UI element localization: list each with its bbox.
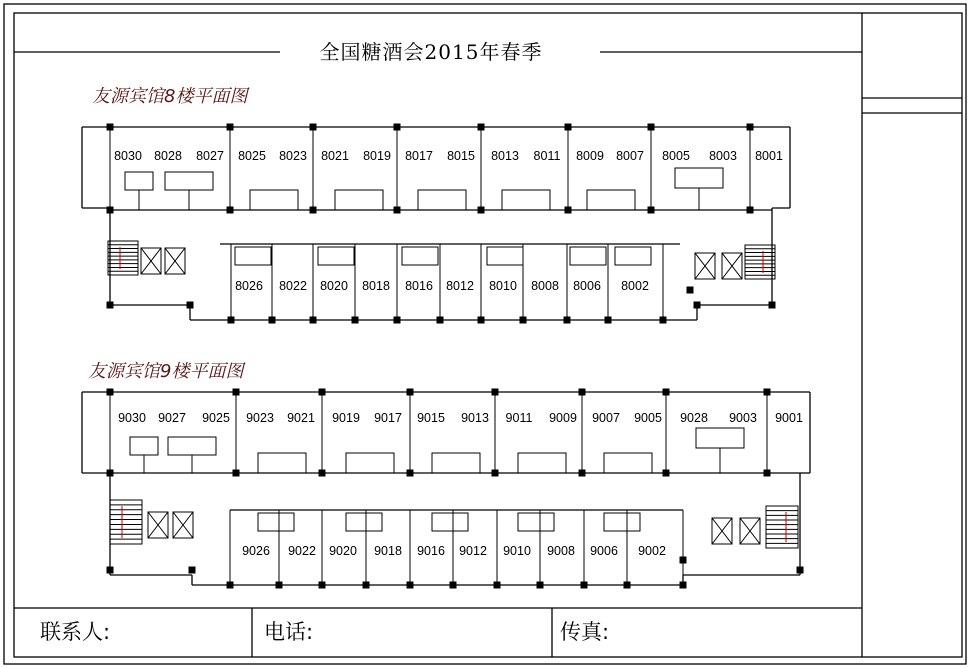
bathroom <box>518 453 566 473</box>
structural-column <box>352 317 359 324</box>
room-label-9016: 9016 <box>417 544 445 558</box>
room-label-8011: 8011 <box>533 149 561 163</box>
structural-column <box>579 389 586 396</box>
bathroom <box>418 190 466 210</box>
structural-column <box>492 470 499 477</box>
room-label-9019: 9019 <box>332 411 360 425</box>
room-label-8028: 8028 <box>154 149 182 163</box>
structural-column <box>565 207 572 214</box>
structural-column <box>694 302 701 309</box>
floor-9-title: 友源宾馆9楼平面图 <box>88 361 244 382</box>
room-label-8009: 8009 <box>576 149 604 163</box>
bathroom <box>258 453 306 473</box>
inner-border <box>14 13 962 657</box>
structural-column <box>407 389 414 396</box>
bathroom <box>168 437 216 455</box>
room-label-8020: 8020 <box>320 279 348 293</box>
bathroom <box>235 247 271 265</box>
room-label-8007: 8007 <box>616 149 644 163</box>
room-label-8006: 8006 <box>573 279 601 293</box>
bathroom <box>432 453 480 473</box>
bathroom <box>258 513 294 531</box>
bathroom <box>675 168 723 188</box>
floor-8-plan <box>82 124 790 324</box>
bathroom <box>165 172 213 190</box>
structural-column <box>407 470 414 477</box>
structural-column <box>564 317 571 324</box>
room-label-8016: 8016 <box>405 279 433 293</box>
room-label-8025: 8025 <box>238 149 266 163</box>
structural-column <box>276 582 283 589</box>
structural-column <box>233 389 240 396</box>
room-label-8015: 8015 <box>447 149 475 163</box>
bathroom <box>570 247 606 265</box>
bathroom <box>604 513 640 531</box>
room-label-9006: 9006 <box>590 544 618 558</box>
bathroom <box>335 190 383 210</box>
structural-column <box>319 582 326 589</box>
structural-column <box>581 582 588 589</box>
structural-column <box>478 124 485 131</box>
structural-column <box>407 582 414 589</box>
structural-column <box>478 207 485 214</box>
structural-column <box>189 567 196 574</box>
structural-column <box>687 287 694 294</box>
room-label-9015: 9015 <box>417 411 445 425</box>
structural-column <box>319 470 326 477</box>
floor-8-title: 友源宾馆8楼平面图 <box>92 86 248 107</box>
structural-column <box>363 582 370 589</box>
bathroom <box>604 453 652 473</box>
structural-column <box>228 317 235 324</box>
bathroom <box>518 513 554 531</box>
structural-column <box>494 582 501 589</box>
room-label-9021: 9021 <box>287 411 315 425</box>
page-title <box>0 36 862 65</box>
structural-column <box>648 207 655 214</box>
structural-column <box>624 582 631 589</box>
structural-column <box>663 470 670 477</box>
room-label-8023: 8023 <box>279 149 307 163</box>
room-label-9027: 9027 <box>158 411 186 425</box>
room-label-8030: 8030 <box>114 149 142 163</box>
room-label-8001: 8001 <box>755 149 783 163</box>
bathroom <box>432 513 468 531</box>
structural-column <box>663 389 670 396</box>
structural-column <box>680 582 687 589</box>
room-label-8005: 8005 <box>662 149 690 163</box>
structural-column <box>227 124 234 131</box>
stairwell <box>108 241 138 275</box>
structural-column <box>107 470 114 477</box>
structural-column <box>187 302 194 309</box>
room-label-9008: 9008 <box>547 544 575 558</box>
structural-column <box>680 557 687 564</box>
structural-column <box>107 389 114 396</box>
room-label-9013: 9013 <box>461 411 489 425</box>
room-label-8002: 8002 <box>621 279 649 293</box>
bathroom <box>130 437 158 455</box>
room-label-8019: 8019 <box>363 149 391 163</box>
room-label-9030: 9030 <box>118 411 146 425</box>
room-label-8017: 8017 <box>405 149 433 163</box>
page-title-text: 全国糖酒会2015年春季 <box>312 40 551 64</box>
room-label-9018: 9018 <box>374 544 402 558</box>
structural-column <box>764 470 771 477</box>
structural-column <box>764 389 771 396</box>
bathroom <box>250 190 298 210</box>
structural-column <box>394 207 401 214</box>
structural-column <box>227 207 234 214</box>
stairwell <box>745 245 775 279</box>
structural-column <box>747 124 754 131</box>
structural-column <box>797 567 804 574</box>
room-label-9010: 9010 <box>503 544 531 558</box>
structural-column <box>269 317 276 324</box>
room-label-8026: 8026 <box>235 279 263 293</box>
bathroom <box>346 453 394 473</box>
room-label-9025: 9025 <box>202 411 230 425</box>
room-label-9017: 9017 <box>374 411 402 425</box>
room-label-9020: 9020 <box>329 544 357 558</box>
bathroom <box>402 247 438 265</box>
room-label-8027: 8027 <box>196 149 224 163</box>
room-label-9007: 9007 <box>592 411 620 425</box>
structural-column <box>233 470 240 477</box>
structural-column <box>520 317 527 324</box>
structural-column <box>769 302 776 309</box>
structural-column <box>310 317 317 324</box>
structural-column <box>107 302 114 309</box>
contact-label: 联系人: <box>40 620 111 644</box>
structural-column <box>394 317 401 324</box>
bathroom <box>502 190 550 210</box>
room-label-8003: 8003 <box>709 149 737 163</box>
room-label-8012: 8012 <box>446 279 474 293</box>
room-label-9003: 9003 <box>729 411 757 425</box>
bathroom <box>487 247 523 265</box>
bathroom <box>318 247 354 265</box>
structural-column <box>310 124 317 131</box>
bathroom <box>615 247 651 265</box>
structural-column <box>107 207 114 214</box>
bathroom <box>346 513 382 531</box>
structural-column <box>394 124 401 131</box>
structural-column <box>107 124 114 131</box>
room-label-9001: 9001 <box>775 411 803 425</box>
structural-column <box>310 207 317 214</box>
structural-column <box>450 582 457 589</box>
room-label-8021: 8021 <box>321 149 349 163</box>
room-label-9009: 9009 <box>549 411 577 425</box>
room-label-8010: 8010 <box>489 279 517 293</box>
bathroom <box>696 428 744 448</box>
room-label-9023: 9023 <box>246 411 274 425</box>
structural-column <box>437 317 444 324</box>
room-label-8013: 8013 <box>491 149 519 163</box>
structural-column <box>107 567 114 574</box>
structural-column <box>319 389 326 396</box>
room-label-9022: 9022 <box>288 544 316 558</box>
structural-column <box>648 124 655 131</box>
room-label-8018: 8018 <box>362 279 390 293</box>
structural-column <box>227 582 234 589</box>
structural-column <box>579 470 586 477</box>
room-label-9012: 9012 <box>459 544 487 558</box>
room-label-8022: 8022 <box>279 279 307 293</box>
fax-label: 传真: <box>560 620 610 644</box>
bathroom <box>125 172 153 190</box>
structural-column <box>565 124 572 131</box>
stairwell <box>110 500 142 544</box>
structural-column <box>747 207 754 214</box>
structural-column <box>605 317 612 324</box>
stairwell <box>766 506 798 548</box>
room-label-9026: 9026 <box>242 544 270 558</box>
room-label-9005: 9005 <box>634 411 662 425</box>
structural-column <box>492 389 499 396</box>
bathroom <box>587 190 635 210</box>
phone-label: 电话: <box>264 620 314 644</box>
room-label-9011: 9011 <box>505 411 533 425</box>
structural-column <box>537 582 544 589</box>
room-label-9028: 9028 <box>680 411 708 425</box>
floor-9-plan <box>82 389 810 589</box>
room-label-8008: 8008 <box>531 279 559 293</box>
room-label-9002: 9002 <box>638 544 666 558</box>
structural-column <box>660 317 667 324</box>
structural-column <box>478 317 485 324</box>
